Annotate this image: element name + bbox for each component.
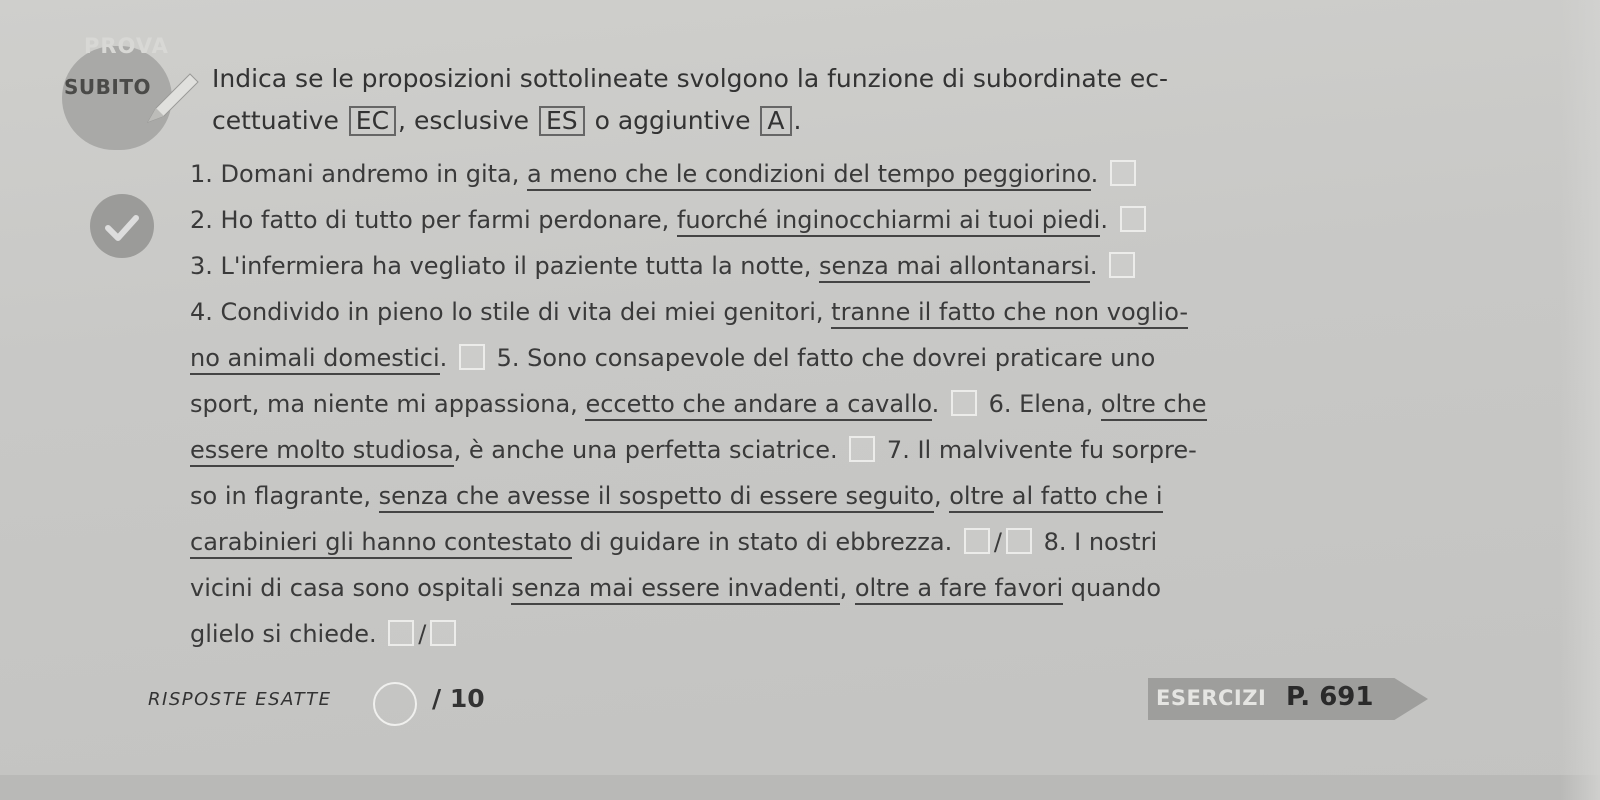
sentence-line-6	[190, 390, 1207, 418]
instruction-text-5: .	[793, 106, 802, 135]
code-ec: EC	[349, 106, 396, 136]
underlined-clause-5: eccetto che andare a cavallo	[585, 390, 931, 421]
sentence-line-9	[190, 528, 1157, 556]
sentence-line-11	[190, 620, 460, 648]
line10-text: vicini di casa sono ospitali	[190, 574, 512, 602]
underlined-clause-8b: oltre a fare favori	[855, 574, 1063, 605]
sentence-line-7	[190, 436, 1197, 464]
underlined-clause-4: tranne il fatto che non voglio-	[831, 298, 1188, 329]
sentence-line-8	[190, 482, 1163, 510]
badge-prova-label: PROVA	[84, 34, 169, 58]
line10-mid: ,	[839, 574, 855, 602]
line3-text: 3. L'infermiera ha vegliato il paziente tutta la notte,	[190, 252, 820, 280]
line1-text: 1. Domani andremo in gita,	[190, 160, 528, 188]
answer-box-1[interactable]	[1110, 160, 1136, 186]
line6-rest: 6. Elena,	[988, 390, 1101, 418]
answer-box-7a[interactable]	[964, 528, 990, 554]
line7-text: , è anche una perfetta sciatrice.	[453, 436, 838, 464]
score-circle[interactable]	[373, 682, 417, 726]
background-surface	[0, 775, 1600, 800]
line8-mid: ,	[933, 482, 950, 510]
line5-text: 5. Sono consapevole del fatto che dovrei praticare uno	[496, 344, 1156, 372]
answer-box-2[interactable]	[1120, 206, 1146, 232]
answer-box-8b[interactable]	[430, 620, 456, 646]
badge-subito-label: SUBITO	[64, 75, 151, 99]
exercises-page-ref: P. 691	[1286, 682, 1374, 712]
sentence-line-1	[190, 160, 1140, 188]
underlined-clause-3: senza mai allontanarsi	[819, 252, 1090, 283]
line8-text: so in flagrante,	[190, 482, 379, 510]
line2-text: 2. Ho fatto di tutto per farmi perdonare,	[190, 206, 677, 234]
sentence-line-3	[190, 252, 1139, 280]
score-max: / 10	[432, 684, 485, 713]
underlined-clause-7b: oltre al fatto che i	[949, 482, 1162, 513]
answer-box-8a[interactable]	[388, 620, 414, 646]
line6-end: .	[931, 390, 940, 418]
sentence-line-5	[190, 344, 1155, 372]
line9-text: di guidare in stato di ebbrezza.	[572, 528, 953, 556]
instruction-text-4: o aggiuntive	[594, 106, 751, 135]
line11-text: glielo si chiede.	[190, 620, 377, 648]
line10-end: quando	[1063, 574, 1162, 602]
underlined-clause-4b: no animali domestici	[190, 344, 440, 375]
instruction-text-2: cettuative	[212, 106, 339, 135]
underlined-clause-6a: oltre che	[1101, 390, 1207, 421]
line7-rest: 7. Il malvivente fu sorpre-	[886, 436, 1197, 464]
line9-rest: 8. I nostri	[1043, 528, 1158, 556]
code-es: ES	[539, 106, 585, 136]
exercise-instruction	[212, 58, 1542, 142]
line2-end: .	[1100, 206, 1108, 234]
underlined-clause-8a: senza mai essere invadenti	[511, 574, 839, 605]
sentence-line-4	[190, 298, 1188, 326]
underlined-clause-1: a meno che le condizioni del tempo peggiorino	[527, 160, 1091, 191]
check-icon	[90, 194, 154, 258]
line9-slash: /	[993, 528, 1002, 556]
line1-end: .	[1090, 160, 1099, 188]
page-edge-shadow	[1560, 0, 1600, 800]
line11-slash: /	[418, 620, 427, 648]
instruction-text-1: Indica se le proposizioni sottolineate svolgono la funzione di subordinate ec-	[212, 64, 1169, 93]
answer-box-7b[interactable]	[1006, 528, 1032, 554]
line3-end: .	[1089, 252, 1098, 280]
line5-end: .	[439, 344, 448, 372]
underlined-clause-7a: senza che avesse il sospetto di essere seguito	[379, 482, 934, 513]
answer-box-5[interactable]	[951, 390, 977, 416]
answer-box-3[interactable]	[1109, 252, 1135, 278]
underlined-clause-7c: carabinieri gli hanno contestato	[190, 528, 572, 559]
code-a: A	[760, 106, 791, 136]
line6-text: sport, ma niente mi appassiona,	[190, 390, 586, 418]
instruction-text-3: , esclusive	[398, 106, 530, 135]
sentence-line-10	[190, 574, 1161, 602]
exercises-label: ESERCIZI	[1156, 686, 1267, 710]
underlined-clause-2: fuorché inginocchiarmi ai tuoi piedi	[677, 206, 1100, 237]
answer-box-6[interactable]	[849, 436, 875, 462]
underlined-clause-6b: essere molto studiosa	[190, 436, 454, 467]
line4-text: 4. Condivido in pieno lo stile di vita dei miei genitori,	[190, 298, 832, 326]
pencil-icon	[142, 68, 202, 128]
correct-answers-label: RISPOSTE ESATTE	[148, 689, 332, 710]
answer-box-4[interactable]	[459, 344, 485, 370]
sentence-line-2	[190, 206, 1150, 234]
